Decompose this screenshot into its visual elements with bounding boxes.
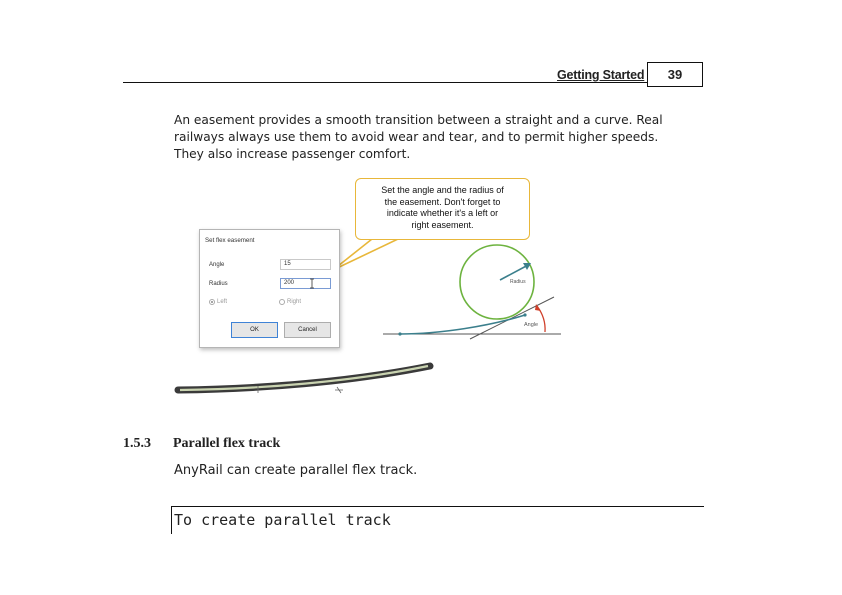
callout-line: right easement. bbox=[411, 219, 474, 230]
procedure-title: To create parallel track bbox=[174, 511, 391, 529]
left-radio-label: Left bbox=[217, 299, 228, 305]
right-radio[interactable] bbox=[279, 299, 301, 305]
right-radio-label: Right bbox=[287, 299, 302, 305]
section-title: Parallel flex track bbox=[173, 436, 281, 451]
angle-label: Angle bbox=[209, 262, 225, 268]
procedure-bracket bbox=[171, 506, 172, 534]
flex-track bbox=[178, 366, 430, 393]
callout-line: Set the angle and the radius of bbox=[381, 185, 504, 195]
callout-tail bbox=[333, 239, 398, 270]
angle-label: Angle bbox=[524, 322, 539, 328]
angle-input[interactable]: 15 bbox=[280, 259, 331, 270]
callout-box bbox=[355, 178, 530, 240]
left-radio[interactable] bbox=[209, 299, 227, 305]
easement-diagram bbox=[383, 245, 561, 339]
ok-button[interactable]: OK bbox=[231, 322, 278, 338]
section-number: 1.5.3 bbox=[123, 436, 151, 451]
radio-empty-icon bbox=[279, 299, 285, 305]
callout-line: indicate whether it's a left or bbox=[386, 208, 499, 218]
intro-line: They also increase passenger comfort. bbox=[174, 147, 411, 161]
set-flex-easement-dialog bbox=[199, 229, 340, 348]
radius-input[interactable] bbox=[280, 278, 331, 289]
radius-value: 200 bbox=[284, 280, 295, 286]
radius-label: Radius bbox=[510, 279, 526, 285]
header-title: Getting Started bbox=[557, 68, 645, 82]
callout-line: the easement. Don't forget to bbox=[384, 196, 501, 207]
procedure-rule bbox=[171, 506, 704, 507]
radio-selected-icon bbox=[209, 299, 215, 305]
intro-line: railways always use them to avoid wear and tear, and to permit higher speeds. bbox=[174, 130, 659, 144]
radius-label: Radius bbox=[209, 281, 228, 287]
text-cursor-icon bbox=[308, 278, 316, 289]
page-number: 39 bbox=[647, 62, 703, 87]
dialog-title: Set flex easement bbox=[205, 237, 255, 244]
section-text: AnyRail can create parallel flex track. bbox=[174, 463, 418, 478]
cancel-button[interactable]: Cancel bbox=[284, 322, 331, 338]
intro-line: An easement provides a smooth transition between a straight and a curve. Real bbox=[174, 113, 663, 127]
